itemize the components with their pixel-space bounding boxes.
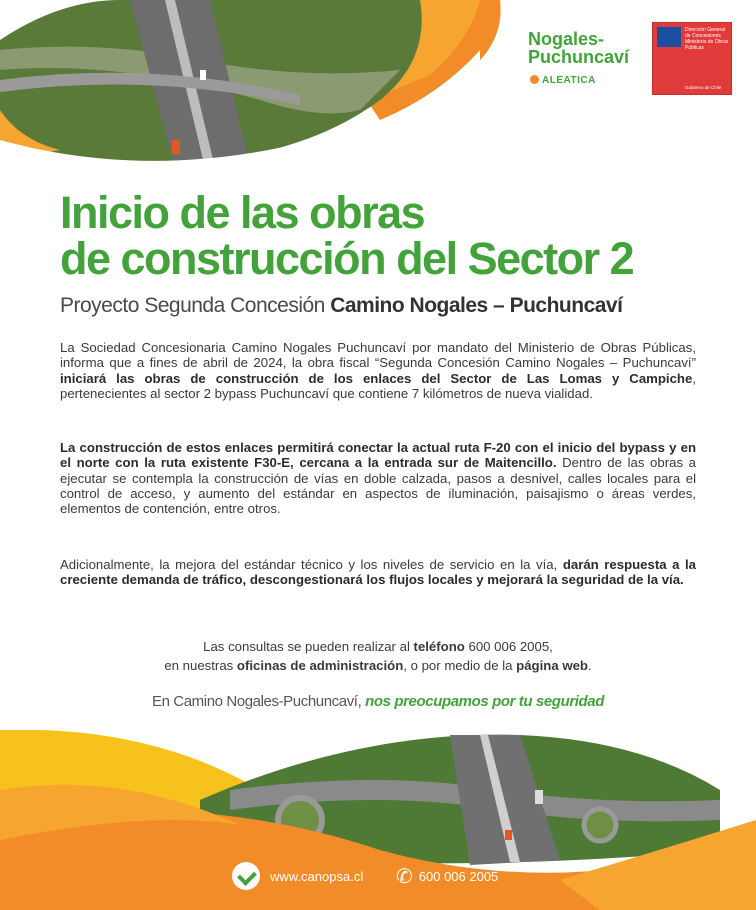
- tagline-prefix: En Camino Nogales-Puchuncaví,: [151, 693, 366, 710]
- brand-logo: [528, 30, 629, 66]
- contact-info: [60, 637, 696, 675]
- title-line1: Inicio de las obras: [60, 187, 425, 238]
- paragraph-benefits: [60, 557, 696, 588]
- check-leaf-icon: [232, 862, 260, 890]
- contact-line1: [60, 637, 696, 656]
- contact-text-h: .: [587, 658, 592, 673]
- contact-text-f: , o por medio de la: [403, 658, 517, 673]
- paragraph-benefits-text: Adicionalmente, la mejora del estándar técnico y los niveles de servicio en la vía,: [60, 557, 563, 572]
- paragraph-works: [60, 440, 696, 516]
- contact-phone-label: teléfono: [413, 639, 465, 654]
- tagline: [60, 693, 696, 710]
- brand-name-line2: Puchuncaví: [528, 47, 630, 67]
- footer-phone[interactable]: [396, 862, 498, 890]
- contact-line2: [60, 656, 696, 675]
- paragraph-intro-text: La Sociedad Concesionaria Camino Nogales Puchuncaví por mandato del Ministerio de Obras Públicas, informa que a fines de abril de 2024, la obra fiscal “Segunda Concesión Camino Nogales – Puchuncaví”: [60, 340, 696, 371]
- page-title: [60, 187, 720, 284]
- contact-web: página web: [516, 658, 588, 673]
- subtitle-bold: Camino Nogales – Puchuncaví: [330, 294, 623, 317]
- brand-group-label: ALEATICA: [542, 75, 596, 86]
- contact-text-d: en nuestras: [164, 658, 237, 673]
- brand-name-line1: Nogales-: [528, 29, 605, 49]
- footer-website[interactable]: [232, 862, 363, 890]
- brand-leaf-icon: [530, 75, 539, 84]
- paragraph-benefits-bold: darán respuesta a la creciente demanda de tráfico, descongestionará los flujos locales y mejorará la seguridad de la vía.: [60, 557, 696, 588]
- government-logo: [652, 22, 732, 95]
- footer-road-image: [0, 730, 756, 910]
- project-subtitle: [60, 294, 720, 318]
- paragraph-intro: [60, 340, 696, 401]
- gov-logo-footer: Gobierno de Chile: [685, 85, 722, 90]
- paragraph-works-bold: La construcción de estos enlaces permitirá conectar la actual ruta F-20 con el inicio del bypass y en el norte con la ruta existente F30-E, cercana a la entrada sur de Maitencillo.: [60, 440, 696, 471]
- phone-number[interactable]: 600 006 2005: [418, 868, 499, 884]
- shield-icon: [657, 27, 681, 47]
- title-line2: de construcción del Sector 2: [60, 233, 634, 284]
- contact-offices: oficinas de administración: [236, 658, 404, 673]
- website-link[interactable]: www.canopsa.cl: [270, 868, 364, 884]
- paragraph-works-text: Dentro de las obras a ejecutar se contempla la construcción de vías en doble calzada, pasos a desnivel, calles locales para el control de acceso, y aumento del estándar en aspectos de iluminación, paisajismo o áreas verdes, elementos de contención, entre otros.: [60, 455, 696, 517]
- tagline-emphasis: nos preocupamos por tu seguridad: [365, 693, 605, 710]
- header-road-image: [0, 0, 756, 170]
- subtitle-prefix: Proyecto Segunda Concesión: [60, 294, 331, 317]
- contact-text-a: Las consultas se pueden realizar al: [203, 639, 414, 654]
- contact-phone-number: 600 006 2005,: [464, 639, 553, 654]
- paragraph-intro-end: , pertenecientes al sector 2 bypass Puchuncaví que contiene 7 kilómetros de nueva vialidad.: [60, 370, 696, 401]
- gov-logo-text: Dirección General de Concesiones Ministerio de Obras Públicas: [685, 27, 729, 51]
- paragraph-intro-bold: iniciará las obras de construcción de los enlaces del Sector de Las Lomas y Campiche: [60, 370, 693, 386]
- phone-icon: ✆: [396, 865, 413, 888]
- brand-group: [530, 75, 596, 86]
